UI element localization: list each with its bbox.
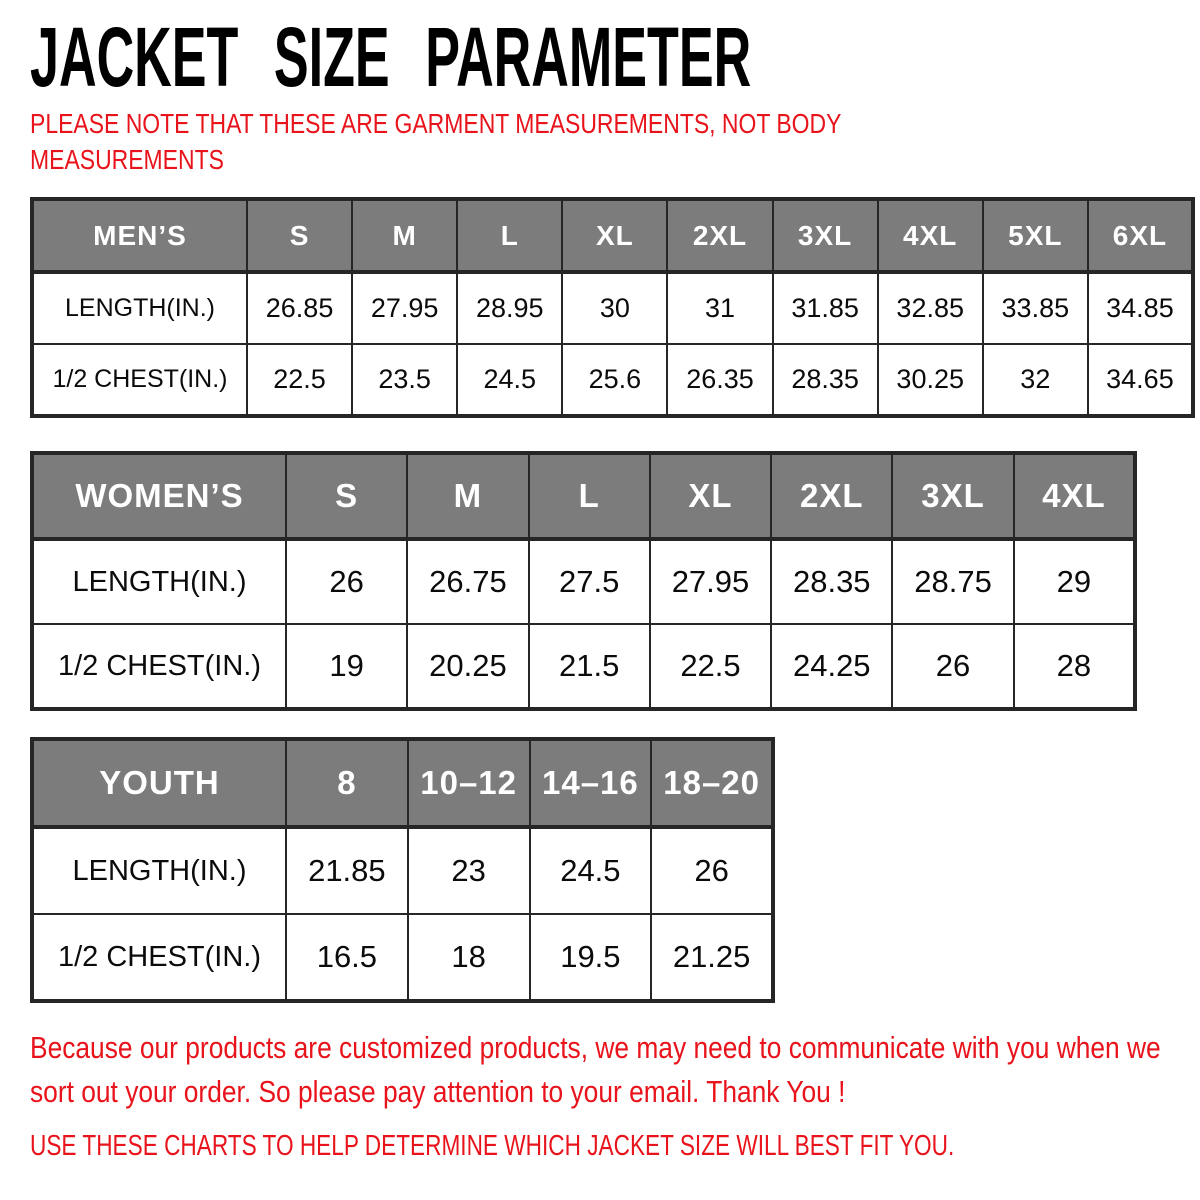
mens-size-header-cell-1: S (247, 199, 352, 272)
womens-value-cell: 27.5 (529, 539, 650, 624)
mens-value-cell: 28.95 (457, 272, 562, 344)
womens-value-cell: 28 (1014, 624, 1135, 709)
mens-table-title-cell: MEN’S (32, 199, 247, 272)
womens-row-label: LENGTH(IN.) (32, 539, 286, 624)
mens-size-header-cell-6: 3XL (773, 199, 878, 272)
womens-table-title-cell: WOMEN’S (32, 453, 286, 539)
mens-value-cell: 25.6 (562, 344, 667, 416)
mens-header-row (32, 199, 1193, 272)
mens-value-cell: 22.5 (247, 344, 352, 416)
mens-value-cell: 30 (562, 272, 667, 344)
womens-size-header-cell-6: 3XL (892, 453, 1013, 539)
customization-notice: Because our products are customized products, we may need to communicate with you when we sort out your order. So please pay attention to your email. Thank You ! (30, 1030, 1161, 1110)
youth-value-cell: 21.85 (286, 827, 408, 914)
womens-value-cell: 26 (286, 539, 407, 624)
mens-size-header-cell-4: XL (562, 199, 667, 272)
youth-size-header-cell-3: 14–16 (530, 739, 652, 827)
mens-value-cell: 32 (983, 344, 1088, 416)
mens-value-cell: 34.85 (1088, 272, 1193, 344)
garment-measurement-note: PLEASE NOTE THAT THESE ARE GARMENT MEASUREMENTS, NOT BODY MEASUREMENTS (30, 108, 842, 175)
womens-value-cell: 19 (286, 624, 407, 709)
mens-value-cell: 32.85 (878, 272, 983, 344)
womens-value-cell: 22.5 (650, 624, 771, 709)
mens-value-cell: 28.35 (773, 344, 878, 416)
womens-value-cell: 21.5 (529, 624, 650, 709)
womens-value-cell: 24.25 (771, 624, 892, 709)
mens-size-header-cell-3: L (457, 199, 562, 272)
womens-size-header-cell-5: 2XL (771, 453, 892, 539)
womens-header-row (32, 453, 1135, 539)
mens-size-header-cell-7: 4XL (878, 199, 983, 272)
youth-data-row-0 (32, 827, 773, 914)
youth-value-cell: 18 (408, 914, 530, 1001)
mens-table-body (32, 272, 1193, 416)
womens-value-cell: 26 (892, 624, 1013, 709)
mens-data-row-0 (32, 272, 1193, 344)
womens-data-row-0 (32, 539, 1135, 624)
youth-table-body (32, 827, 773, 1001)
womens-size-header-cell-3: L (529, 453, 650, 539)
youth-header-row (32, 739, 773, 827)
mens-size-header-cell-8: 5XL (983, 199, 1088, 272)
youth-value-cell: 21.25 (651, 914, 773, 1001)
youth-size-header-cell-4: 18–20 (651, 739, 773, 827)
youth-value-cell: 16.5 (286, 914, 408, 1001)
womens-value-cell: 29 (1014, 539, 1135, 624)
youth-row-label: LENGTH(IN.) (32, 827, 286, 914)
womens-value-cell: 28.75 (892, 539, 1013, 624)
mens-row-label: LENGTH(IN.) (32, 272, 247, 344)
mens-value-cell: 31.85 (773, 272, 878, 344)
fit-instruction: USE THESE CHARTS TO HELP DETERMINE WHICH JACKET SIZE WILL BEST FIT YOU. (30, 1130, 955, 1162)
mens-row-label: 1/2 CHEST(IN.) (32, 344, 247, 416)
mens-value-cell: 23.5 (352, 344, 457, 416)
youth-table-title-cell: YOUTH (32, 739, 286, 827)
womens-row-label: 1/2 CHEST(IN.) (32, 624, 286, 709)
mens-value-cell: 34.65 (1088, 344, 1193, 416)
mens-size-header-cell-9: 6XL (1088, 199, 1193, 272)
womens-size-header-cell-4: XL (650, 453, 771, 539)
youth-size-header-cell-2: 10–12 (408, 739, 530, 827)
womens-size-header-cell-2: M (407, 453, 528, 539)
womens-value-cell: 20.25 (407, 624, 528, 709)
mens-value-cell: 30.25 (878, 344, 983, 416)
youth-value-cell: 26 (651, 827, 773, 914)
page-title (30, 12, 1193, 103)
youth-size-header-cell-1: 8 (286, 739, 408, 827)
mens-value-cell: 26.35 (667, 344, 772, 416)
youth-row-label: 1/2 CHEST(IN.) (32, 914, 286, 1001)
mens-data-row-1 (32, 344, 1193, 416)
womens-value-cell: 27.95 (650, 539, 771, 624)
womens-size-header-cell-7: 4XL (1014, 453, 1135, 539)
mens-value-cell: 33.85 (983, 272, 1088, 344)
youth-value-cell: 23 (408, 827, 530, 914)
mens-value-cell: 24.5 (457, 344, 562, 416)
mens-value-cell: 27.95 (352, 272, 457, 344)
womens-value-cell: 28.35 (771, 539, 892, 624)
youth-value-cell: 19.5 (530, 914, 652, 1001)
mens-size-header-cell-5: 2XL (667, 199, 772, 272)
womens-table-body (32, 539, 1135, 709)
womens-data-row-1 (32, 624, 1135, 709)
youth-size-table (30, 737, 775, 1003)
youth-data-row-1 (32, 914, 773, 1001)
page-title-text: JACKET SIZE PARAMETER (30, 10, 752, 104)
mens-value-cell: 31 (667, 272, 772, 344)
womens-size-header-cell-1: S (286, 453, 407, 539)
mens-size-table (30, 197, 1195, 418)
mens-value-cell: 26.85 (247, 272, 352, 344)
womens-value-cell: 26.75 (407, 539, 528, 624)
womens-size-table (30, 451, 1137, 711)
mens-size-header-cell-2: M (352, 199, 457, 272)
youth-value-cell: 24.5 (530, 827, 652, 914)
